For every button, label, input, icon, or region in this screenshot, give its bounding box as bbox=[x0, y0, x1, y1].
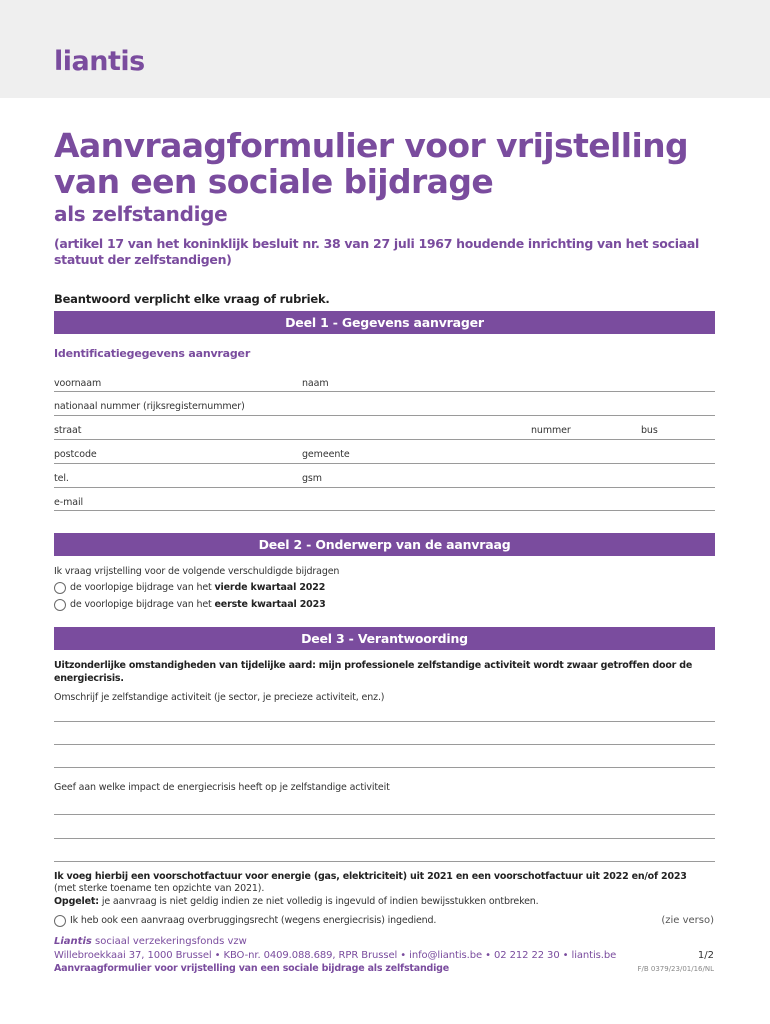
line-row1 bbox=[54, 391, 715, 392]
label-postcode: postcode bbox=[54, 449, 97, 460]
label-tel: tel. bbox=[54, 473, 69, 484]
footer-brand-rest: sociaal verzekeringsfonds vzw bbox=[91, 936, 247, 947]
zie-verso: (zie verso) bbox=[661, 915, 714, 926]
invoice-statement: Ik voeg hierbij een voorschotfactuur voor energie (gas, elektriciteit) uit 2021 en een voorschotfactuur uit 2022 en/of 2023 bbox=[54, 871, 687, 882]
line-row6 bbox=[54, 510, 715, 511]
describe-prompt: Omschrijf je zelfstandige activiteit (je sector, je precieze activiteit, enz.) bbox=[54, 692, 385, 703]
label-gemeente: gemeente bbox=[302, 449, 350, 460]
impact-line-1 bbox=[54, 814, 715, 815]
option1-bold: vierde kwartaal 2022 bbox=[214, 582, 326, 593]
label-email: e-mail bbox=[54, 497, 84, 508]
line-row5 bbox=[54, 487, 715, 488]
section-heading-part2: Deel 2 - Onderwerp van de aanvraag bbox=[54, 533, 715, 556]
part2-intro: Ik vraag vrijstelling voor de volgende verschuldigde bijdragen bbox=[54, 566, 340, 577]
caution-label: Opgelet: bbox=[54, 896, 99, 907]
liantis-logo: liantis bbox=[54, 46, 145, 77]
form-reference: F/B 0379/23/01/16/NL bbox=[637, 965, 714, 973]
label-voornaam: voornaam bbox=[54, 378, 102, 389]
option-vierde-kwartaal bbox=[70, 582, 325, 593]
invoice-note: (met sterke toename ten opzichte van 2021). bbox=[54, 883, 265, 894]
line-row3 bbox=[54, 439, 715, 440]
label-nummer: nummer bbox=[531, 425, 571, 436]
footer-brand bbox=[54, 936, 247, 947]
option2-bold: eerste kwartaal 2023 bbox=[214, 599, 326, 610]
checkbox-bridging[interactable] bbox=[54, 915, 66, 927]
describe-line-1 bbox=[54, 721, 715, 722]
line-row4 bbox=[54, 463, 715, 464]
label-bus: bus bbox=[641, 425, 658, 436]
instruction-text: Beantwoord verplicht elke vraag of rubriek. bbox=[54, 292, 330, 306]
form-subtitle: als zelfstandige bbox=[54, 202, 228, 226]
identification-subheading: Identificatiegegevens aanvrager bbox=[54, 347, 251, 360]
radio-vierde-kwartaal[interactable] bbox=[54, 582, 66, 594]
label-straat: straat bbox=[54, 425, 82, 436]
section-heading-part1: Deel 1 - Gegevens aanvrager bbox=[54, 311, 715, 334]
section-heading-part3: Deel 3 - Verantwoording bbox=[54, 627, 715, 650]
circumstances-text: Uitzonderlijke omstandigheden van tijdelijke aard: mijn professionele zelfstandige activiteit wordt zwaar getroffen door de energiecrisis. bbox=[54, 660, 693, 684]
describe-line-3 bbox=[54, 767, 715, 768]
label-rijksregister: nationaal nummer (rijksregisternummer) bbox=[54, 401, 245, 412]
footer-brand-name: Liantis bbox=[54, 936, 92, 947]
impact-line-3 bbox=[54, 861, 715, 862]
page-number: 1/2 bbox=[697, 950, 714, 961]
label-gsm: gsm bbox=[302, 473, 322, 484]
radio-eerste-kwartaal[interactable] bbox=[54, 599, 66, 611]
caution-body: je aanvraag is niet geldig indien ze niet volledig is ingevuld of indien bewijsstukken ontbreken. bbox=[98, 896, 539, 907]
form-title: Aanvraagformulier voor vrijstelling van een sociale bijdrage bbox=[54, 126, 689, 201]
legal-reference: (artikel 17 van het koninklijk besluit nr. 38 van 27 juli 1967 houdende inrichting van het sociaal statuut der zelfstandigen) bbox=[54, 236, 699, 267]
label-naam: naam bbox=[302, 378, 329, 389]
caution-text bbox=[54, 896, 539, 907]
bridging-text: Ik heb ook een aanvraag overbruggingsrecht (wegens energiecrisis) ingediend. bbox=[70, 915, 437, 926]
footer-address: Willebroekkaai 37, 1000 Brussel • KBO-nr. 0409.088.689, RPR Brussel • info@liantis.be • 02 212 22 30 • liantis.be bbox=[54, 950, 617, 961]
impact-prompt: Geef aan welke impact de energiecrisis heeft op je zelfstandige activiteit bbox=[54, 782, 390, 793]
describe-line-2 bbox=[54, 744, 715, 745]
footer-form-title: Aanvraagformulier voor vrijstelling van een sociale bijdrage als zelfstandige bbox=[54, 963, 450, 974]
option2-prefix: de voorlopige bijdrage van het bbox=[70, 599, 215, 610]
option-eerste-kwartaal bbox=[70, 599, 326, 610]
option1-prefix: de voorlopige bijdrage van het bbox=[70, 582, 215, 593]
impact-line-2 bbox=[54, 838, 715, 839]
line-row2 bbox=[54, 415, 715, 416]
